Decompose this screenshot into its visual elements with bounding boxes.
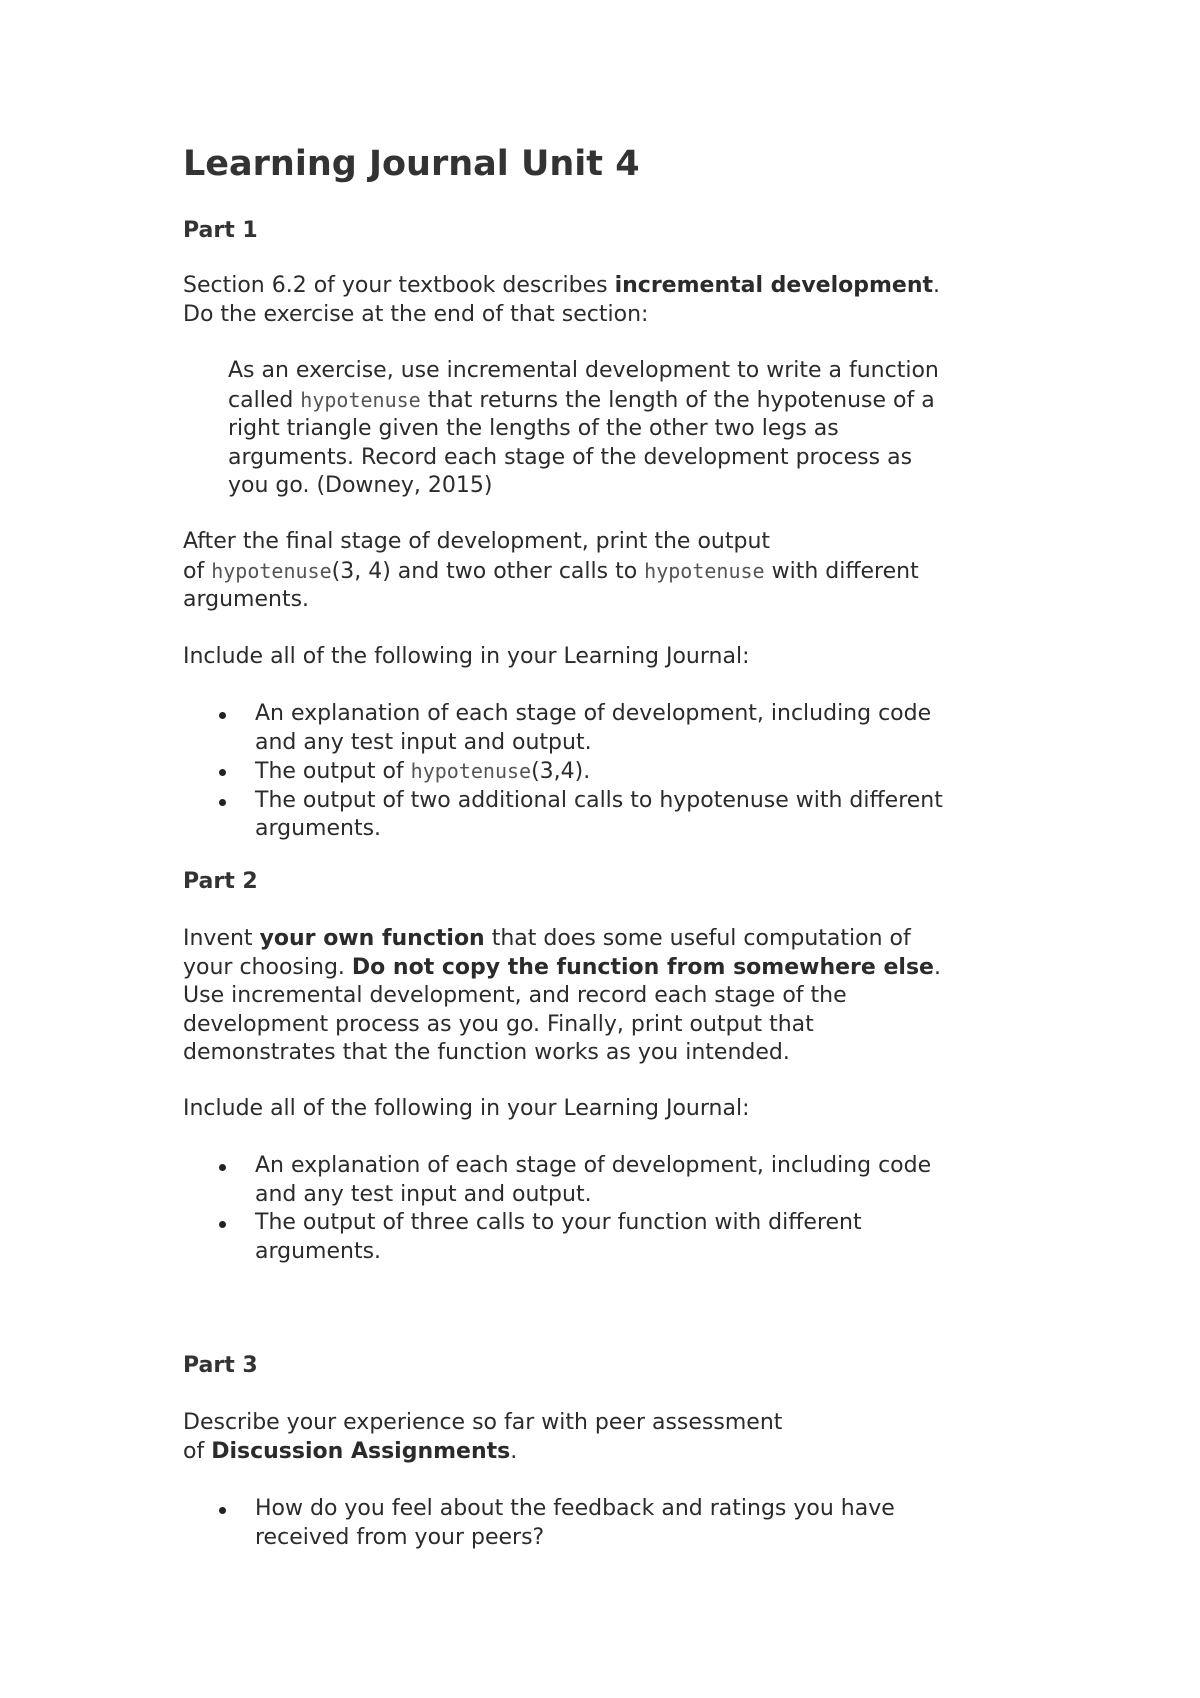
- text-run: called: [228, 387, 301, 413]
- text-run: The output of: [255, 759, 411, 784]
- bold-term: Do not copy the function from somewhere else: [351, 954, 934, 980]
- part-3-list: [183, 1495, 895, 1552]
- part-2-line-2: [183, 954, 1063, 983]
- list-item-text: and any test input and output.: [255, 729, 592, 755]
- part-1-intro: [183, 272, 1063, 329]
- part-1-heading: Part 1: [183, 218, 258, 243]
- list-item-text: and any test input and output.: [255, 1181, 592, 1207]
- part-3-heading: Part 3: [183, 1353, 258, 1378]
- list-item-text: How do you feel about the feedback and ratings you have: [255, 1496, 895, 1521]
- bullet-icon: [219, 799, 226, 806]
- after-line-1: After the final stage of development, print the output: [183, 529, 771, 554]
- list-item-text: An explanation of each stage of development, including code: [255, 701, 932, 726]
- code-term: hypotenuse: [300, 387, 421, 412]
- text-run: .: [510, 1438, 518, 1464]
- text-run: (3, 4) and two other calls to: [331, 558, 645, 584]
- list-item-text: An explanation of each stage of development, including code: [255, 1153, 932, 1178]
- bullet-icon: [219, 1221, 226, 1228]
- list-item-text: arguments.: [255, 1238, 382, 1264]
- after-line-3: arguments.: [183, 587, 310, 612]
- code-term: hypotenuse: [410, 759, 532, 783]
- part-3-line-1: Describe your experience so far with peer assessment: [183, 1410, 783, 1435]
- list-item-text: received from your peers?: [255, 1524, 545, 1550]
- quote-line-4: arguments. Record each stage of the development process as: [228, 444, 913, 470]
- text-run: .: [933, 954, 941, 980]
- code-term: hypotenuse: [644, 558, 765, 583]
- text-run: of: [183, 1438, 212, 1464]
- text-run: that does some useful computation of: [484, 926, 911, 951]
- list-item-text: The output of three calls to your function with different: [255, 1210, 862, 1235]
- part-2-line-3: Use incremental development, and record each stage of the: [183, 983, 847, 1008]
- list-item: [183, 700, 943, 757]
- part-2-include-text: Include all of the following in your Learning Journal:: [183, 1096, 750, 1121]
- bold-term: Discussion Assignments: [211, 1438, 511, 1464]
- quote-line-5: you go. (Downey, 2015): [228, 473, 493, 498]
- part-2-paragraph: [183, 925, 1063, 1068]
- list-item: [183, 787, 943, 844]
- part-1-after-paragraph: [183, 528, 1063, 615]
- text-run: Invent: [183, 926, 260, 951]
- text-run: of: [183, 558, 212, 584]
- list-item: [183, 1495, 895, 1552]
- list-item: [183, 1152, 931, 1209]
- text-run: Section 6.2 of your textbook describes: [183, 273, 615, 298]
- code-term: hypotenuse: [211, 558, 332, 583]
- text-run: that returns the length of the hypotenuse of a: [420, 387, 935, 413]
- part-3-paragraph: [183, 1409, 1063, 1466]
- list-item: [183, 757, 943, 787]
- text-run: your choosing.: [183, 954, 352, 980]
- list-item-text: [255, 757, 943, 787]
- part-1-include-text: Include all of the following in your Learning Journal:: [183, 644, 750, 669]
- list-item: [183, 1209, 931, 1266]
- part-2-list: [183, 1152, 931, 1266]
- quote-line-1: As an exercise, use incremental development to write a function: [228, 358, 939, 383]
- part-2-heading: Part 2: [183, 869, 258, 894]
- bullet-icon: [219, 769, 226, 776]
- part-3-line-2: [183, 1438, 1063, 1467]
- page-title: Learning Journal Unit 4: [183, 144, 640, 184]
- exercise-quote: [228, 357, 939, 501]
- part-2-line-5: demonstrates that the function works as you intended.: [183, 1040, 790, 1065]
- part-1-intro-line-2: Do the exercise at the end of that section:: [183, 301, 649, 327]
- quote-line-2: [228, 386, 939, 416]
- part-2-line-1: [183, 925, 1063, 954]
- text-run: (3,4).: [531, 759, 591, 784]
- quote-line-3: right triangle given the lengths of the other two legs as: [228, 416, 839, 441]
- part-1-list: [183, 700, 943, 844]
- text-run: .: [933, 273, 941, 298]
- list-item-text: The output of two additional calls to hypotenuse with different: [255, 787, 943, 813]
- bold-term: your own function: [259, 926, 485, 951]
- bullet-icon: [219, 712, 226, 719]
- after-line-2: [183, 557, 1063, 587]
- part-2-line-4: development process as you go. Finally, print output that: [183, 1011, 814, 1037]
- bullet-icon: [219, 1507, 226, 1514]
- list-item-text: arguments.: [255, 816, 382, 841]
- text-run: with different: [764, 558, 919, 584]
- bold-term: incremental development: [614, 273, 934, 298]
- part-1-intro-line-1: [183, 272, 1063, 301]
- bullet-icon: [219, 1164, 226, 1171]
